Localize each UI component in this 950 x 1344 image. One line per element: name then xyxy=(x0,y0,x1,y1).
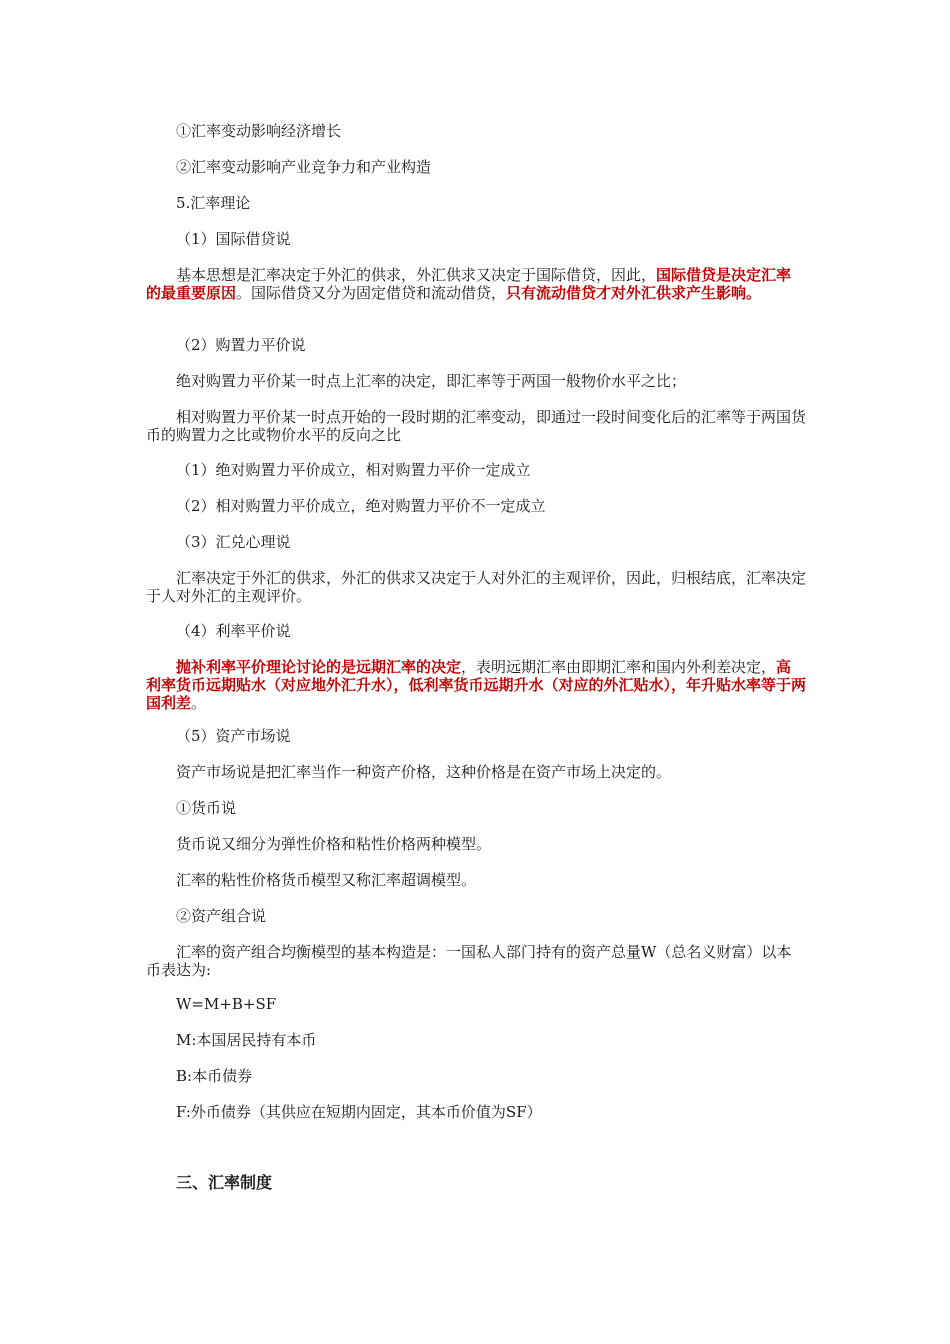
text-span: 。国际借贷又分为固定借贷和流动借贷， xyxy=(236,284,507,302)
paragraph-effect-growth: ①汇率变动影响经济增长 xyxy=(176,122,342,140)
paragraph-effect-industry: ②汇率变动影响产业竞争力和产业构造 xyxy=(176,158,432,176)
paragraph-ppp-point-2: （2）相对购置力平价成立，绝对购置力平价不一定成立 xyxy=(176,497,546,515)
text-span: ，表明远期汇率由即期汇率和国内外利差决定， xyxy=(461,658,777,676)
text-span: 基本思想是汇率决定于外汇的供求，外汇供求又决定于国际借贷，因此， xyxy=(176,266,657,284)
paragraph-ppp-point-1: （1）绝对购置力平价成立，相对购置力平价一定成立 xyxy=(176,461,531,479)
subheading-interest-parity: （4）利率平价说 xyxy=(176,622,291,640)
paragraph-monetary-models: 货币说又细分为弹性价格和粘性价格两种模型。 xyxy=(176,835,492,853)
subheading-portfolio: ②资产组合说 xyxy=(176,907,267,925)
emphasis-span: 国际借贷是决定汇率的最重要原因 xyxy=(146,266,792,302)
section-heading-exchange-rate-theory: 5.汇率理论 xyxy=(176,194,251,212)
paragraph-interest-parity xyxy=(146,658,806,712)
emphasis-span: 只有流动借贷才对外汇供求产生影响。 xyxy=(506,284,762,302)
definition-f: F:外币债券（其供应在短期内固定，其本币价值为SF） xyxy=(176,1103,542,1121)
paragraph-sticky-price: 汇率的粘性价格货币模型又称汇率超调模型。 xyxy=(176,871,477,889)
emphasis-span: 抛补利率平价理论讨论的是远期汇率的决定 xyxy=(176,658,462,676)
subheading-ppp: （2）购置力平价说 xyxy=(176,336,306,354)
paragraph-international-lending xyxy=(146,266,806,302)
formula-wealth: W=M+B+SF xyxy=(176,995,277,1013)
paragraph-asset-market: 资产市场说是把汇率当作一种资产价格，这种价格是在资产市场上决定的。 xyxy=(176,763,672,781)
text-span: 。 xyxy=(191,694,207,712)
subheading-psychological: （3）汇兑心理说 xyxy=(176,533,291,551)
paragraph-psychological: 汇率决定于外汇的供求，外汇的供求又决定于人对外汇的主观评价，因此，归根结底，汇率决定于人对外汇的主观评价。 xyxy=(146,569,807,605)
paragraph-portfolio: 汇率的资产组合均衡模型的基本构造是：一国私人部门持有的资产总量W（总名义财富）以本币表达为: xyxy=(146,943,792,979)
section-heading-exchange-rate-regime: 三、汇率制度 xyxy=(176,1173,273,1192)
definition-b: B:本币债券 xyxy=(176,1067,253,1085)
subheading-monetary: ①货币说 xyxy=(176,799,237,817)
paragraph-relative-ppp: 相对购置力平价某一时点开始的一段时期的汇率变动，即通过一段时间变化后的汇率等于两国货币的购置力之比或物价水平的反向之比 xyxy=(146,408,807,444)
paragraph-absolute-ppp: 绝对购置力平价某一时点上汇率的决定，即汇率等于两国一般物价水平之比； xyxy=(176,372,687,390)
emphasis-span: 高利率货币远期贴水（对应地外汇升水），低利率货币远期升水（对应的外汇贴水），年升贴水率等于两国利差 xyxy=(146,658,807,712)
definition-m: M:本国居民持有本币 xyxy=(176,1031,317,1049)
subheading-asset-market: （5）资产市场说 xyxy=(176,727,291,745)
subheading-international-lending: （1）国际借贷说 xyxy=(176,230,291,248)
